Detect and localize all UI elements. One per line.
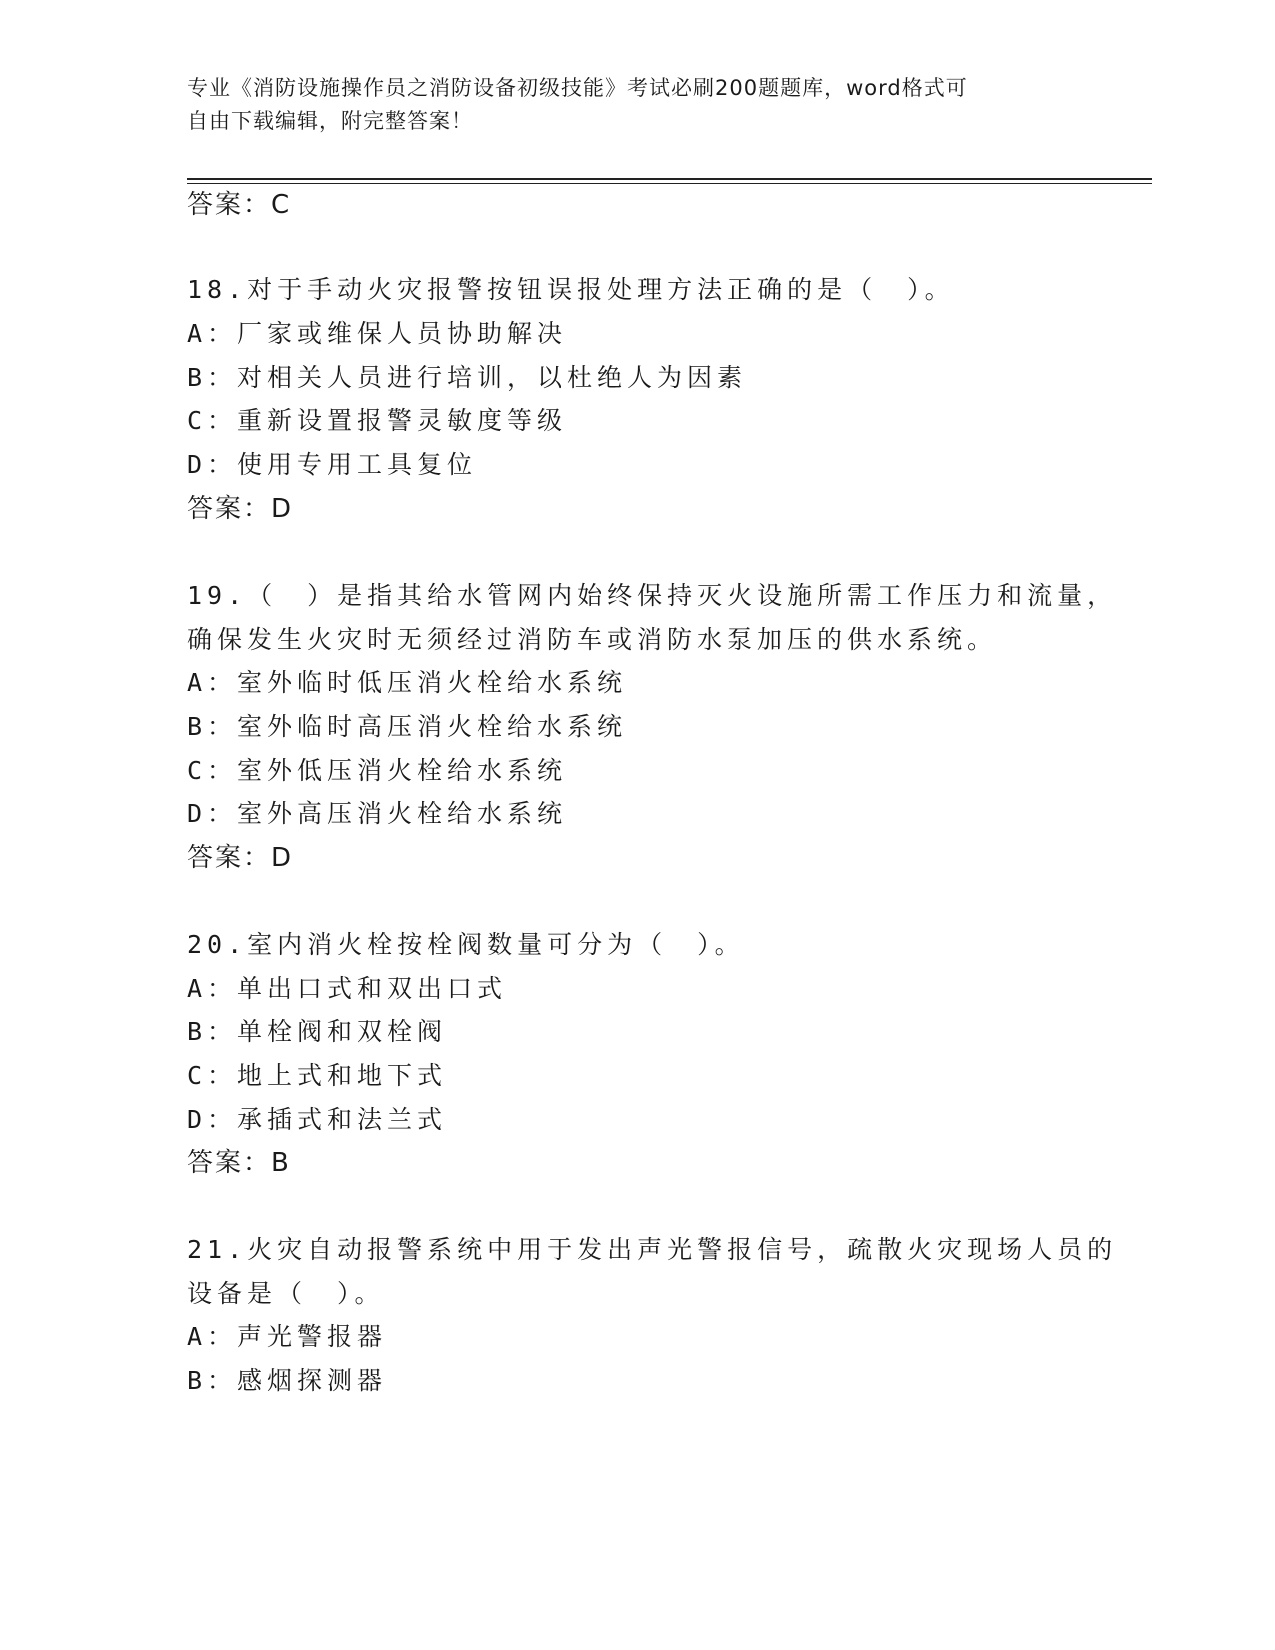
answer-line-q17: 答案：C: [187, 190, 292, 220]
header-line-1: 专业《消防设施操作员之消防设备初级技能》考试必刷200题题库，word格式可: [187, 76, 968, 100]
header-line-2: 自由下载编辑，附完整答案！: [187, 109, 473, 133]
question-20-option-b: B：单栓阀和双栓阀: [187, 1017, 448, 1046]
question-20-option-c: C：地上式和地下式: [187, 1061, 448, 1090]
question-18-option-d: D：使用专用工具复位: [187, 450, 478, 479]
question-20-stem: 20.室内消火栓按栓阀数量可分为（ ）。: [187, 930, 745, 959]
question-19-option-b: B：室外临时高压消火栓给水系统: [187, 712, 628, 741]
header-divider-thin: [187, 183, 1152, 184]
question-21-option-b: B：感烟探测器: [187, 1366, 388, 1395]
question-20-answer: 答案：B: [187, 1148, 291, 1178]
question-20-option-d: D：承插式和法兰式: [187, 1105, 448, 1134]
question-19-answer: 答案：D: [187, 843, 294, 873]
question-21-option-a: A：声光警报器: [187, 1322, 388, 1351]
question-19-option-a: A：室外临时低压消火栓给水系统: [187, 668, 628, 697]
question-20-option-a: A：单出口式和双出口式: [187, 974, 508, 1003]
question-19-option-c: C：室外低压消火栓给水系统: [187, 756, 568, 785]
document-header: [187, 72, 1067, 138]
question-19-stem-line-2: 确保发生火灾时无须经过消防车或消防水泵加压的供水系统。: [187, 625, 998, 654]
question-18-option-a: A：厂家或维保人员协助解决: [187, 319, 568, 348]
question-21-stem-line-2: 设备是（ ）。: [187, 1279, 385, 1308]
question-18-answer: 答案：D: [187, 494, 294, 524]
header-divider-thick: [187, 178, 1152, 180]
question-18-option-b: B：对相关人员进行培训，以杜绝人为因素: [187, 363, 748, 392]
question-19-option-d: D：室外高压消火栓给水系统: [187, 799, 568, 828]
question-19-stem-line-1: 19.（ ）是指其给水管网内始终保持灭火设施所需工作压力和流量，: [187, 581, 1118, 610]
question-18-stem: 18.对于手动火灾报警按钮误报处理方法正确的是（ ）。: [187, 275, 955, 304]
question-18-option-c: C：重新设置报警灵敏度等级: [187, 406, 568, 435]
question-21-stem-line-1: 21.火灾自动报警系统中用于发出声光警报信号，疏散火灾现场人员的: [187, 1235, 1118, 1264]
